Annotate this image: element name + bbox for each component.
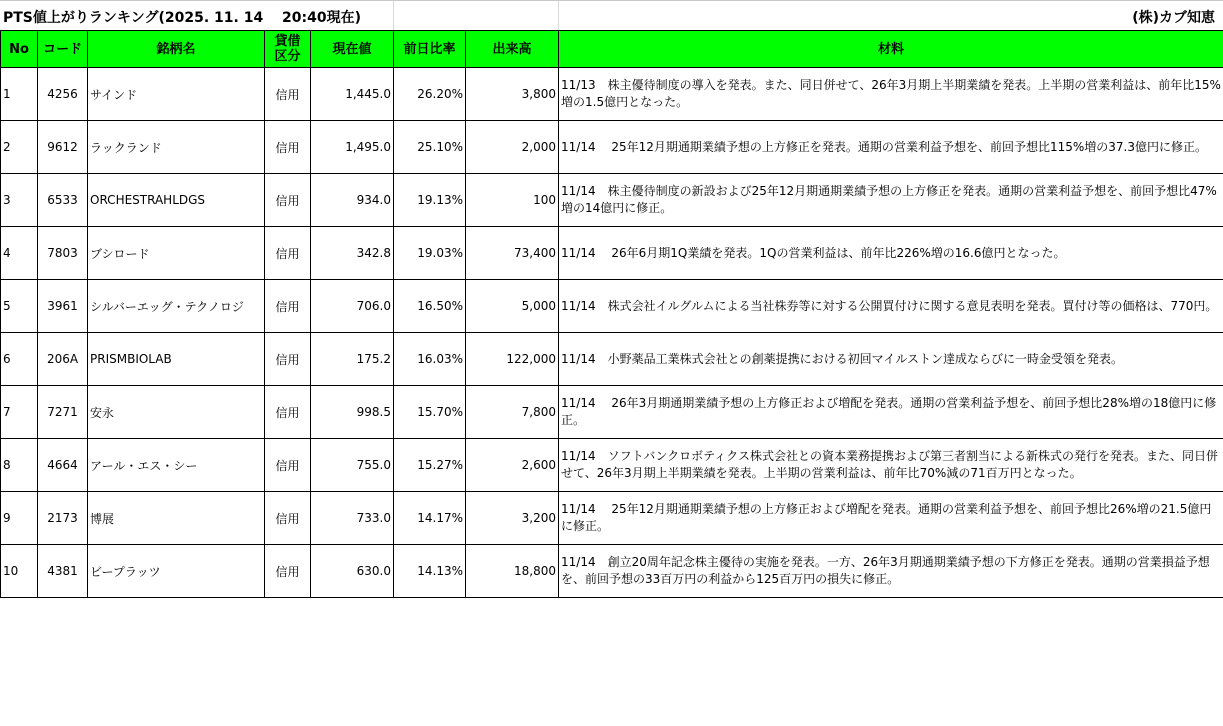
cell-note: 11/14 株主優待制度の新設および25年12月期通期業績予想の上方修正を発表。通期の営業利益予想を、前回予想比47%増の14億円に修正。	[559, 174, 1223, 227]
col-header-code: コード	[38, 31, 88, 68]
cell-price: 175.2	[311, 333, 394, 386]
table-row	[1, 68, 1223, 121]
cell-type: 信用	[265, 121, 311, 174]
cell-name: PRISMBIOLAB	[88, 333, 265, 386]
table-row	[1, 121, 1223, 174]
cell-change: 14.17%	[394, 492, 466, 545]
cell-name: ブシロード	[88, 227, 265, 280]
cell-note: 11/14 25年12月期通期業績予想の上方修正および増配を発表。通期の営業利益予想を、前回予想比26%増の21.5億円に修正。	[559, 492, 1223, 545]
cell-note: 11/14 26年6月期1Q業績を発表。1Qの営業利益は、前年比226%増の16.6億円となった。	[559, 227, 1223, 280]
cell-note: 11/13 株主優待制度の導入を発表。また、同日併せて、26年3月期上半期業績を発表。上半期の営業利益は、前年比15%増の1.5億円となった。	[559, 68, 1223, 121]
cell-price: 706.0	[311, 280, 394, 333]
cell-change: 14.13%	[394, 545, 466, 598]
cell-type: 信用	[265, 333, 311, 386]
table-row	[1, 280, 1223, 333]
cell-no: 10	[1, 545, 38, 598]
cell-no: 4	[1, 227, 38, 280]
col-header-type: 貸借 区分	[265, 31, 311, 68]
col-header-change: 前日比率	[394, 31, 466, 68]
header-row	[1, 31, 1223, 68]
cell-name: 安永	[88, 386, 265, 439]
page-title: PTS値上がりランキング(2025. 11. 14 20:40現在)	[3, 10, 362, 26]
cell-no: 7	[1, 386, 38, 439]
col-header-note: 材料	[559, 31, 1223, 68]
table-row	[1, 386, 1223, 439]
cell-note: 11/14 25年12月期通期業績予想の上方修正を発表。通期の営業利益予想を、前回予想比115%増の37.3億円に修正。	[559, 121, 1223, 174]
cell-no: 5	[1, 280, 38, 333]
cell-change: 25.10%	[394, 121, 466, 174]
cell-type: 信用	[265, 174, 311, 227]
cell-code: 6533	[38, 174, 88, 227]
cell-volume: 3,200	[466, 492, 559, 545]
cell-change: 26.20%	[394, 68, 466, 121]
cell-volume: 5,000	[466, 280, 559, 333]
title-row	[0, 0, 1223, 30]
cell-note: 11/14 株式会社イルグルムによる当社株券等に対する公開買付けに関する意見表明を発表。買付け等の価格は、770円。	[559, 280, 1223, 333]
cell-note: 11/14 小野薬品工業株式会社との創薬提携における初回マイルストン達成ならびに一時金受領を発表。	[559, 333, 1223, 386]
cell-type: 信用	[265, 386, 311, 439]
cell-price: 1,445.0	[311, 68, 394, 121]
cell-volume: 2,000	[466, 121, 559, 174]
cell-no: 8	[1, 439, 38, 492]
cell-type: 信用	[265, 227, 311, 280]
table-row	[1, 174, 1223, 227]
cell-type: 信用	[265, 492, 311, 545]
cell-type: 信用	[265, 68, 311, 121]
cell-no: 3	[1, 174, 38, 227]
cell-note: 11/14 ソフトバンクロボティクス株式会社との資本業務提携および第三者割当による新株式の発行を発表。また、同日併せて、26年3月期上半期業績を発表。上半期の営業利益は、前年比70%減の71百万円となった。	[559, 439, 1223, 492]
col-header-volume: 出来高	[466, 31, 559, 68]
cell-volume: 122,000	[466, 333, 559, 386]
cell-type: 信用	[265, 439, 311, 492]
cell-code: 9612	[38, 121, 88, 174]
cell-volume: 73,400	[466, 227, 559, 280]
cell-type: 信用	[265, 280, 311, 333]
cell-code: 3961	[38, 280, 88, 333]
table-row	[1, 439, 1223, 492]
cell-name: ORCHESTRAHLDGS	[88, 174, 265, 227]
cell-name: シルバーエッグ・テクノロジ	[88, 280, 265, 333]
col-header-name: 銘柄名	[88, 31, 265, 68]
cell-no: 1	[1, 68, 38, 121]
cell-code: 7271	[38, 386, 88, 439]
cell-code: 4256	[38, 68, 88, 121]
cell-price: 998.5	[311, 386, 394, 439]
cell-price: 934.0	[311, 174, 394, 227]
ranking-table	[0, 30, 1223, 598]
cell-change: 19.03%	[394, 227, 466, 280]
table-row	[1, 333, 1223, 386]
col-header-no: No	[1, 31, 38, 68]
source-label: (株)カブ知恵	[1132, 10, 1215, 26]
cell-volume: 2,600	[466, 439, 559, 492]
cell-volume: 3,800	[466, 68, 559, 121]
cell-code: 206A	[38, 333, 88, 386]
col-header-price: 現在値	[311, 31, 394, 68]
cell-divider	[558, 1, 559, 31]
cell-price: 1,495.0	[311, 121, 394, 174]
cell-note: 11/14 創立20周年記念株主優待の実施を発表。一方、26年3月期通期業績予想の下方修正を発表。通期の営業損益予想を、前回予想の33百万円の利益から125百万円の損失に修正。	[559, 545, 1223, 598]
table-row	[1, 492, 1223, 545]
cell-code: 2173	[38, 492, 88, 545]
cell-type: 信用	[265, 545, 311, 598]
cell-name: ビープラッツ	[88, 545, 265, 598]
cell-name: ラックランド	[88, 121, 265, 174]
cell-name: アール・エス・シー	[88, 439, 265, 492]
cell-name: サインド	[88, 68, 265, 121]
cell-code: 4664	[38, 439, 88, 492]
cell-price: 342.8	[311, 227, 394, 280]
cell-change: 15.70%	[394, 386, 466, 439]
cell-note: 11/14 26年3月期通期業績予想の上方修正および増配を発表。通期の営業利益予想を、前回予想比28%増の18億円に修正。	[559, 386, 1223, 439]
cell-name: 博展	[88, 492, 265, 545]
cell-change: 16.03%	[394, 333, 466, 386]
cell-code: 7803	[38, 227, 88, 280]
cell-price: 630.0	[311, 545, 394, 598]
cell-volume: 18,800	[466, 545, 559, 598]
cell-code: 4381	[38, 545, 88, 598]
cell-no: 6	[1, 333, 38, 386]
cell-volume: 7,800	[466, 386, 559, 439]
cell-no: 9	[1, 492, 38, 545]
table-row	[1, 545, 1223, 598]
cell-divider	[393, 1, 394, 31]
table-row	[1, 227, 1223, 280]
cell-change: 15.27%	[394, 439, 466, 492]
cell-no: 2	[1, 121, 38, 174]
cell-price: 755.0	[311, 439, 394, 492]
cell-change: 16.50%	[394, 280, 466, 333]
cell-change: 19.13%	[394, 174, 466, 227]
cell-price: 733.0	[311, 492, 394, 545]
cell-volume: 100	[466, 174, 559, 227]
